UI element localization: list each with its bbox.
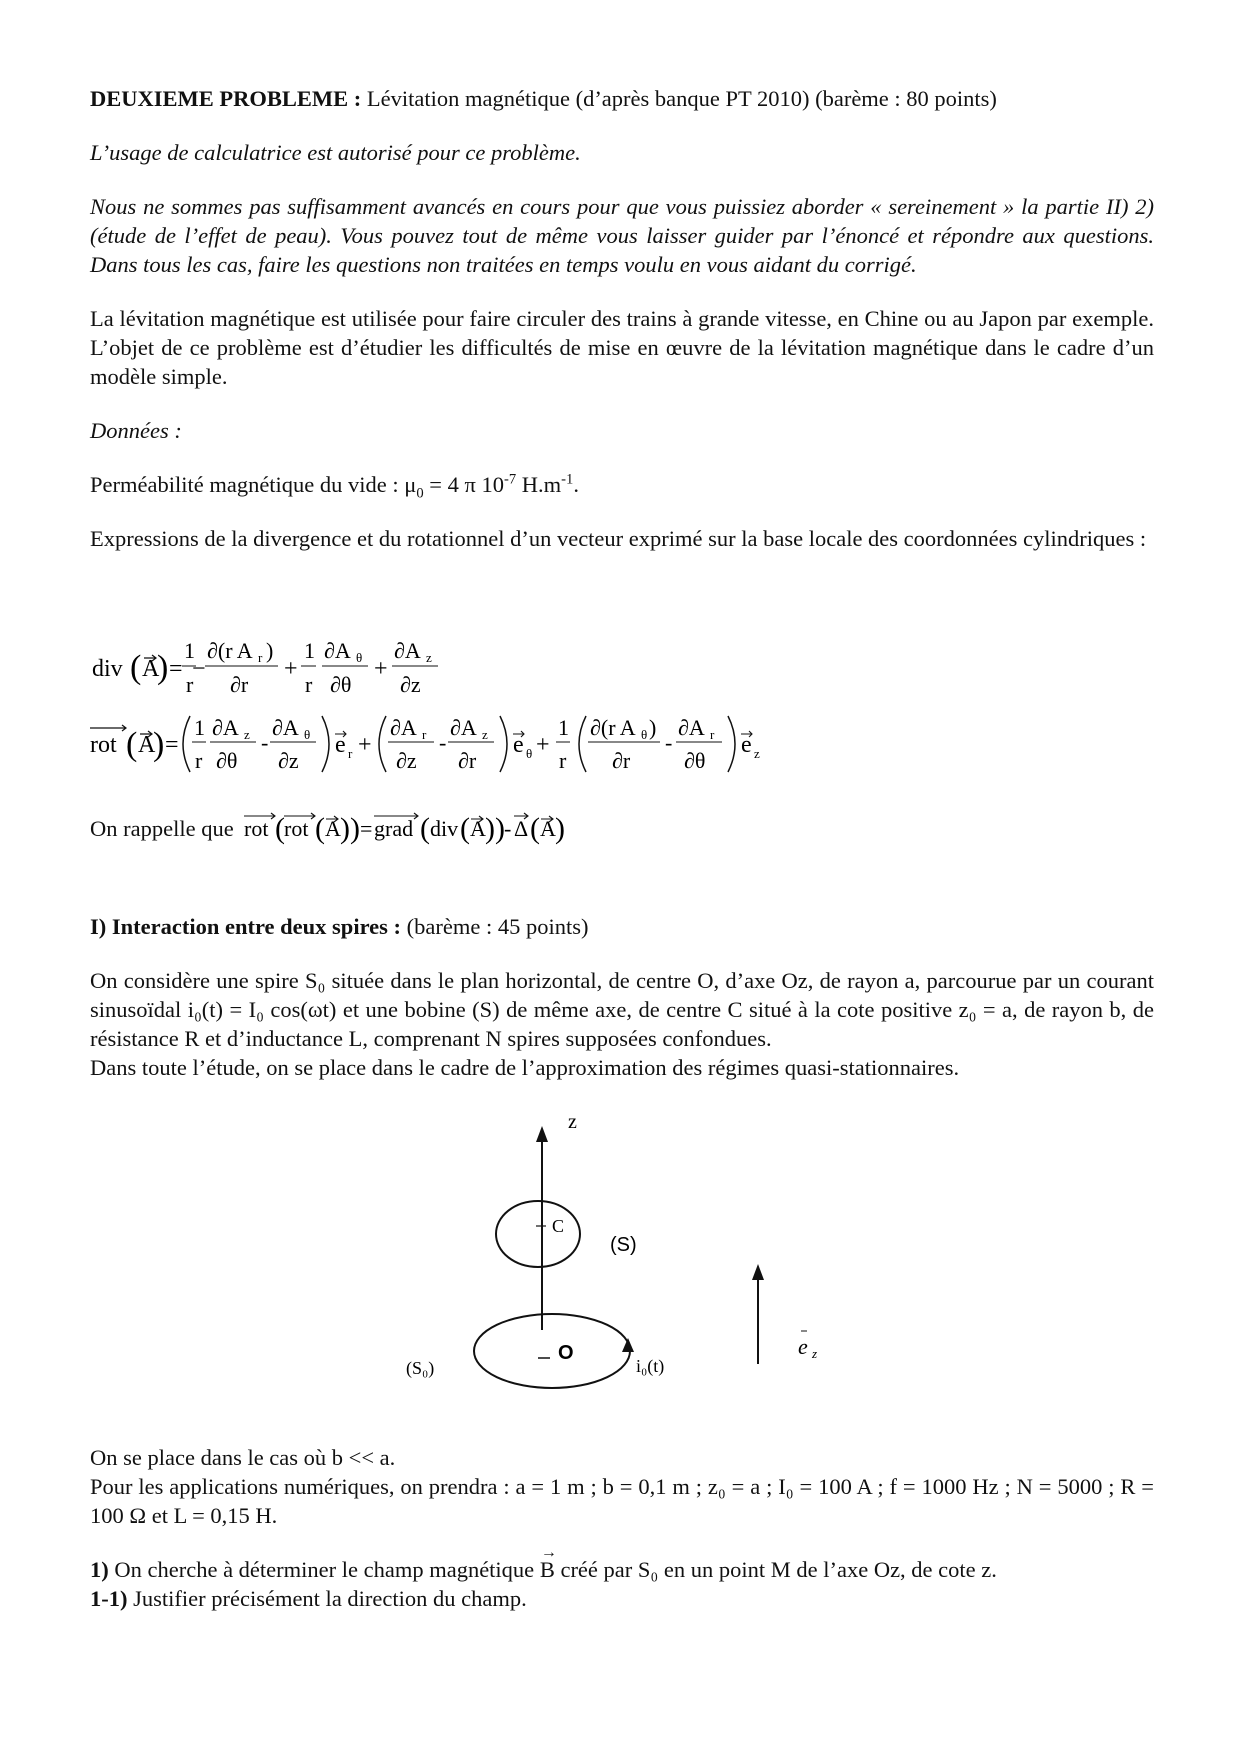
part-one-section (90, 912, 1154, 1082)
svg-text:∂θ: ∂θ (330, 672, 352, 697)
question-1-text-b: créé par S₀ en un point M de l’axe Oz, de cote z. (554, 1557, 997, 1582)
svg-text:∂A: ∂A (390, 715, 417, 740)
svg-text:(: ( (274, 812, 285, 845)
divergence-formula (90, 630, 1154, 705)
svg-text:∂r: ∂r (458, 748, 477, 773)
svg-text:grad: grad (373, 816, 413, 841)
case-condition: On se place dans le cas où b << a. (90, 1445, 396, 1470)
part-one-title: I) Interaction entre deux spires : (90, 914, 402, 939)
problem-subtitle: Lévitation magnétique (d’après banque PT 2010) (barème : 80 points) (361, 86, 997, 111)
field-b-letter: B (539, 1557, 555, 1582)
svg-text:r: r (710, 727, 715, 742)
question-1-text-a: On cherche à déterminer le champ magnétique (108, 1557, 540, 1582)
svg-text:(: ( (419, 812, 430, 845)
permeability-value: = 4 π 10 (423, 472, 504, 497)
svg-text:∂A: ∂A (272, 715, 299, 740)
svg-text:∂z: ∂z (396, 748, 417, 773)
permeability-exponent: -7 (503, 471, 517, 488)
coil-s-label: (S) (610, 1234, 637, 1256)
svg-text:(: ( (314, 812, 325, 845)
svg-text:∂A: ∂A (212, 715, 239, 740)
svg-text:=: = (359, 816, 373, 841)
svg-text:(: ( (529, 812, 540, 845)
course-note: Nous ne sommes pas suffisamment avancés en cours pour que vous puissiez aborder « sereinement » la partie II) 2) (étude de l’effet de peau). Vous pouvez tout de même vous laisser guider par l’énoncé et répondre aux questions. Dans tous les cas, faire les questions non traitées en temps voulu en vous aidant du corrigé. (90, 194, 1154, 277)
svg-text:A: A (469, 816, 486, 841)
coil-s-ellipse (496, 1201, 580, 1267)
svg-text:-: - (261, 730, 269, 755)
svg-text:e: e (741, 732, 752, 758)
question-1 (90, 1544, 1154, 1584)
z-axis-label: z (568, 1111, 577, 1133)
svg-text:+: + (374, 656, 388, 682)
svg-text:(: ( (459, 812, 470, 845)
unit-exponent: -1 (561, 471, 574, 488)
permeability-line (90, 470, 1154, 502)
svg-text:): ) (157, 649, 169, 686)
svg-text:1: 1 (194, 715, 205, 740)
svg-text:1: 1 (304, 638, 315, 663)
svg-text:e: e (335, 732, 346, 758)
problem-heading (90, 84, 1154, 113)
svg-text:∂θ: ∂θ (684, 748, 706, 773)
svg-text:z: z (426, 650, 432, 665)
svg-text:rot: rot (90, 732, 117, 758)
svg-text:A: A (324, 816, 341, 841)
svg-text:(: ( (130, 649, 142, 686)
svg-text:∂z: ∂z (400, 672, 421, 697)
svg-text:θ: θ (304, 727, 311, 742)
part-one-description: On considère une spire S₀ située dans le plan horizontal, de centre O, d’axe Oz, de rayon a, parcourue par un courant sinusoïdal i₀(t) = I₀ cos(ωt) et une bobine (S) de même axe, de centre C situé à la cote positive z₀ = a, de rayon b, de résistance R et d’inductance L, comprenant N spires supposées confondues. (90, 968, 1154, 1051)
origin-label: O (558, 1342, 574, 1364)
svg-text:1: 1 (184, 638, 195, 663)
loop-s0-label: (S₀) (406, 1358, 435, 1378)
part-one-score: (barème : 45 points) (401, 914, 589, 939)
svg-text:r: r (559, 748, 567, 773)
approximation-note: Dans toute l’étude, on se place dans le cadre de l’approximation des régimes quasi-stationnaires. (90, 1055, 960, 1080)
svg-text:∂(r A: ∂(r A (590, 715, 636, 740)
svg-text:∂A: ∂A (450, 715, 477, 740)
svg-text:+: + (358, 732, 372, 758)
svg-text:)): )) (484, 812, 505, 845)
svg-text:=: = (165, 732, 179, 758)
curl-formula (90, 708, 1154, 780)
svg-text:r: r (258, 650, 263, 665)
svg-text:(: ( (126, 726, 138, 763)
current-direction-arrow (622, 1338, 634, 1352)
loop-s0-ellipse (474, 1314, 630, 1388)
svg-text:rot: rot (283, 816, 309, 841)
coil-figure (380, 1108, 860, 1408)
svg-text:div: div (92, 656, 123, 682)
svg-text:∂r: ∂r (612, 748, 631, 773)
svg-text:r: r (305, 672, 313, 697)
expressions-intro: Expressions de la divergence et du rotationnel d’un vecteur exprimé sur la base locale des coordonnées cylindriques : (90, 526, 1147, 551)
data-label: Données : (90, 418, 182, 443)
document-page (90, 84, 1154, 553)
svg-text:+: + (284, 656, 298, 682)
problem-title: DEUXIEME PROBLEME : (90, 86, 362, 111)
numerical-values: Pour les applications numériques, on prendra : a = 1 m ; b = 0,1 m ; z₀ = a ; I₀ = 100 A ; f = 1000 Hz ; N = 5000 ; R = 100 Ω et L = 0,15 H. (90, 1474, 1154, 1528)
svg-text:∂A: ∂A (678, 715, 705, 740)
svg-text:z: z (754, 746, 760, 761)
svg-text:): ) (266, 638, 274, 663)
svg-text:θ: θ (641, 727, 648, 742)
question-1-1 (90, 1584, 1154, 1613)
center-c-label: C (552, 1216, 565, 1236)
svg-text:): ) (153, 726, 165, 763)
svg-text:∂(r A: ∂(r A (207, 638, 253, 663)
question-1-1-number: 1-1) (90, 1586, 128, 1611)
conditions-and-questions (90, 1443, 1154, 1613)
svg-text:rot: rot (243, 816, 269, 841)
svg-text:θ: θ (526, 746, 533, 761)
svg-text:-: - (503, 816, 512, 841)
svg-text:): ) (554, 812, 565, 845)
svg-text:∂r: ∂r (230, 672, 249, 697)
svg-text:-: - (439, 730, 447, 755)
svg-text:∂A: ∂A (324, 638, 351, 663)
svg-text:Δ: Δ (513, 816, 528, 841)
svg-text:div: div (429, 816, 458, 841)
permeability-end: . (573, 472, 579, 497)
svg-text:-: - (665, 730, 673, 755)
permeability-unit: H.m (516, 472, 562, 497)
field-b-symbol: → B (539, 1544, 557, 1582)
svg-text:=: = (169, 656, 183, 682)
ez-vector-arrow (752, 1264, 764, 1280)
mu-subscript: 0 (416, 485, 424, 502)
part-one-heading (90, 912, 1154, 941)
ez-subscript: z (812, 1346, 818, 1361)
calculator-note: L’usage de calculatrice est autorisé pour ce problème. (90, 140, 581, 165)
question-1-number: 1) (90, 1557, 109, 1582)
recall-identity (242, 806, 622, 850)
svg-text:z: z (244, 727, 250, 742)
svg-text:r: r (195, 748, 203, 773)
svg-text:)): )) (339, 812, 360, 845)
svg-text:1: 1 (558, 715, 569, 740)
z-axis-arrow (536, 1126, 548, 1142)
current-label: i₀(t) (636, 1356, 665, 1376)
svg-text:−: − (192, 656, 206, 682)
svg-text:r: r (348, 746, 353, 761)
svg-text:A: A (142, 656, 160, 682)
svg-text:+: + (536, 732, 550, 758)
svg-text:): ) (649, 715, 657, 740)
svg-text:r: r (422, 727, 427, 742)
svg-text:∂z: ∂z (278, 748, 299, 773)
context-paragraph: La lévitation magnétique est utilisée pour faire circuler des trains à grande vitesse, en Chine ou au Japon par exemple. L’objet de ce problème est d’étudier les difficultés de mise en œuvre de la lévitation magnétique dans le cadre d’un modèle simple. (90, 306, 1154, 389)
svg-text:z: z (482, 727, 488, 742)
svg-text:θ: θ (356, 650, 363, 665)
recall-line (90, 808, 622, 848)
permeability-prefix: Perméabilité magnétique du vide : μ (90, 472, 417, 497)
question-1-1-text: Justifier précisément la direction du champ. (127, 1586, 527, 1611)
svg-text:∂θ: ∂θ (216, 748, 238, 773)
recall-prefix: On rappelle que (90, 815, 234, 841)
svg-text:A: A (138, 732, 156, 758)
ez-label: e (798, 1334, 808, 1359)
svg-text:e: e (513, 732, 524, 758)
svg-text:r: r (186, 672, 194, 697)
svg-text:A: A (539, 816, 556, 841)
svg-text:∂A: ∂A (394, 638, 421, 663)
